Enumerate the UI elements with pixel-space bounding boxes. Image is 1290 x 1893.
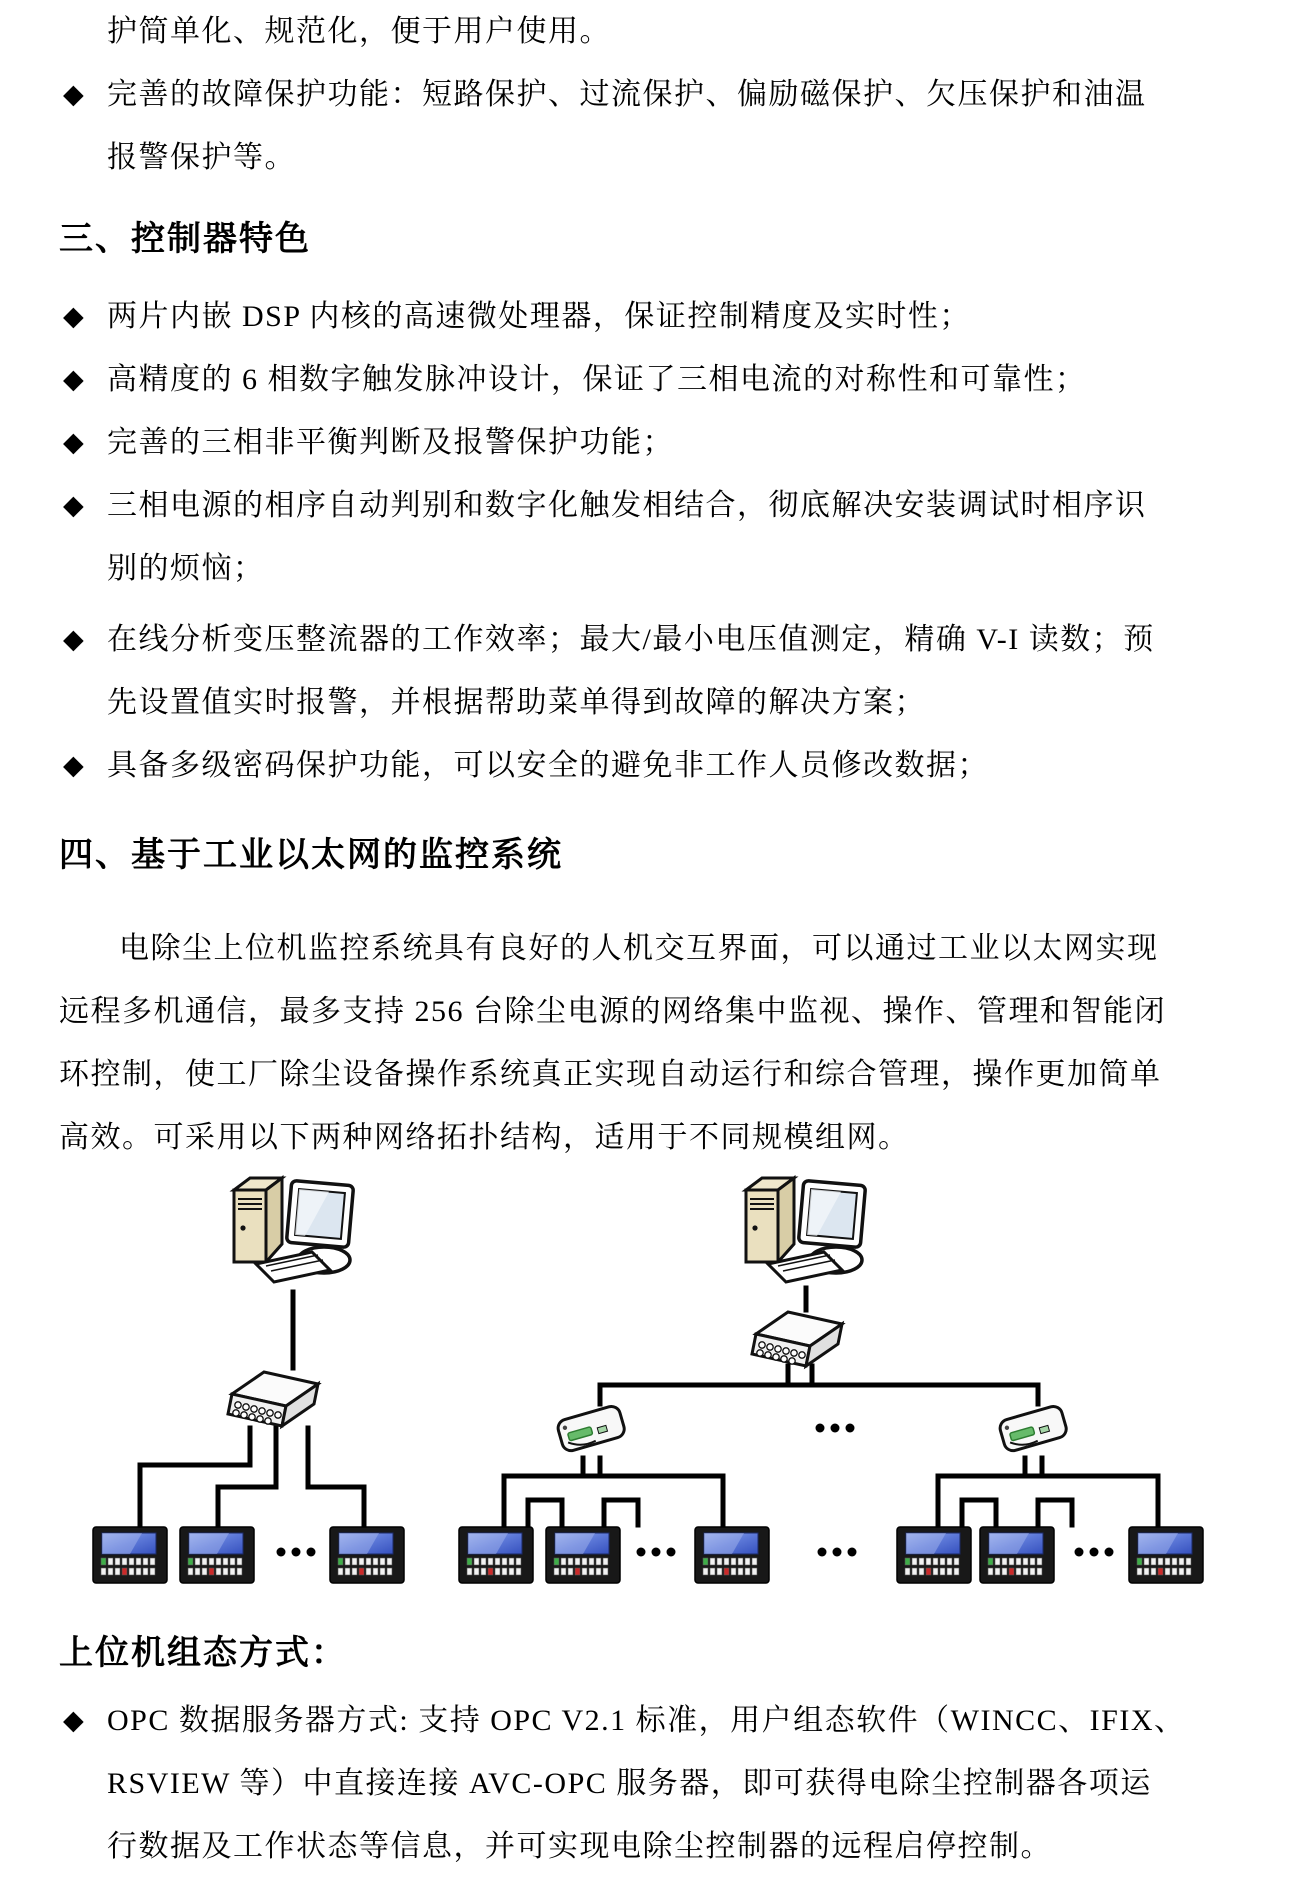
- monitoring-host-computer-icon: [234, 1178, 354, 1282]
- esp-power-controller-icon: [897, 1527, 971, 1583]
- bullet-diamond-icon: ◆: [63, 427, 86, 458]
- bullet-diamond-icon: ◆: [63, 1705, 86, 1736]
- bus-converter-icon: [556, 1404, 626, 1452]
- bullet-text: 完善的故障保护功能：短路保护、过流保护、偏励磁保护、欠压保护和油温: [107, 78, 1147, 111]
- bullet-text: 在线分析变压整流器的工作效率；最大/最小电压值测定，精确 V-I 读数；预: [107, 623, 1155, 656]
- esp-power-controller-icon: [1129, 1527, 1203, 1583]
- config-section-heading: 上位机组态方式：: [59, 1634, 347, 1672]
- bullet-text: 高精度的 6 相数字触发脉冲设计，保证了三相电流的对称性和可靠性；: [107, 363, 1087, 396]
- document-body-bottom: [0, 1623, 1290, 1878]
- ethernet-switch-icon: [228, 1372, 318, 1426]
- bullet-item: [0, 474, 1290, 537]
- bullet-diamond-icon: ◆: [63, 79, 86, 110]
- esp-power-controller-icon: [546, 1527, 620, 1583]
- bullet-diamond-icon: ◆: [63, 750, 86, 781]
- paragraph-line: 环控制，使工厂除尘设备操作系统真正实现自动运行和综合管理，操作更加简单: [59, 1058, 1162, 1091]
- bullet-diamond-icon: ◆: [63, 364, 86, 395]
- paragraph-line: 高效。可采用以下两种网络拓扑结构，适用于不同规模组网。: [59, 1121, 910, 1154]
- paragraph-line: 电除尘上位机监控系统具有良好的人机交互界面，可以通过工业以太网实现: [119, 932, 1159, 965]
- section-four-heading: 四、基于工业以太网的监控系统: [59, 836, 563, 874]
- text-line: 先设置值实时报警，并根据帮助菜单得到故障的解决方案；: [107, 686, 926, 719]
- bullet-item: [0, 608, 1290, 671]
- esp-power-controller-icon: [180, 1527, 254, 1583]
- monitoring-host-computer-icon: [746, 1178, 866, 1282]
- esp-power-controller-icon: [695, 1527, 769, 1583]
- more-devices-dots: [637, 1548, 676, 1557]
- bullet-item: [0, 285, 1290, 348]
- bus-converter-icon: [998, 1404, 1068, 1452]
- text-line: RSVIEW 等）中直接连接 AVC-OPC 服务器，即可获得电除尘控制器各项运: [107, 1767, 1152, 1800]
- more-devices-dots: [277, 1548, 316, 1557]
- bullet-item: [0, 348, 1290, 411]
- esp-power-controller-icon: [980, 1527, 1054, 1583]
- ethernet-switch-icon: [752, 1312, 842, 1366]
- bullet-text: OPC 数据服务器方式: 支持 OPC V2.1 标准，用户组态软件（WINCC、IFIX、: [107, 1704, 1186, 1737]
- esp-power-controller-icon: [93, 1527, 167, 1583]
- more-devices-dots: [816, 1424, 855, 1433]
- more-devices-dots: [1075, 1548, 1114, 1557]
- bullet-item: [0, 734, 1290, 797]
- text-line: 行数据及工作状态等信息，并可实现电除尘控制器的远程启停控制。: [107, 1830, 1052, 1863]
- esp-power-controller-icon: [330, 1527, 404, 1583]
- bullet-item: [0, 63, 1290, 126]
- text-line: 报警保护等。: [107, 141, 296, 174]
- bullet-item: [0, 1689, 1290, 1752]
- bullet-diamond-icon: ◆: [63, 301, 86, 332]
- bullet-text: 具备多级密码保护功能，可以安全的避免非工作人员修改数据；: [107, 749, 989, 782]
- bullet-diamond-icon: ◆: [63, 490, 86, 521]
- more-devices-dots: [818, 1548, 857, 1557]
- text-line: 别的烦恼；: [107, 552, 265, 585]
- network-topology-diagram: [0, 1163, 1290, 1613]
- bullet-item: [0, 411, 1290, 474]
- paragraph-line: 远程多机通信，最多支持 256 台除尘电源的网络集中监视、操作、管理和智能闭: [59, 995, 1166, 1028]
- bullet-text: 三相电源的相序自动判别和数字化触发相结合，彻底解决安装调试时相序识: [107, 489, 1147, 522]
- esp-power-controller-icon: [459, 1527, 533, 1583]
- section-three-heading: 三、控制器特色: [59, 220, 311, 258]
- bullet-text: 完善的三相非平衡判断及报警保护功能；: [107, 426, 674, 459]
- text-line: 护简单化、规范化，便于用户使用。: [107, 15, 611, 48]
- bullet-text: 两片内嵌 DSP 内核的高速微处理器，保证控制精度及实时性；: [107, 300, 971, 333]
- bullet-diamond-icon: ◆: [63, 624, 86, 655]
